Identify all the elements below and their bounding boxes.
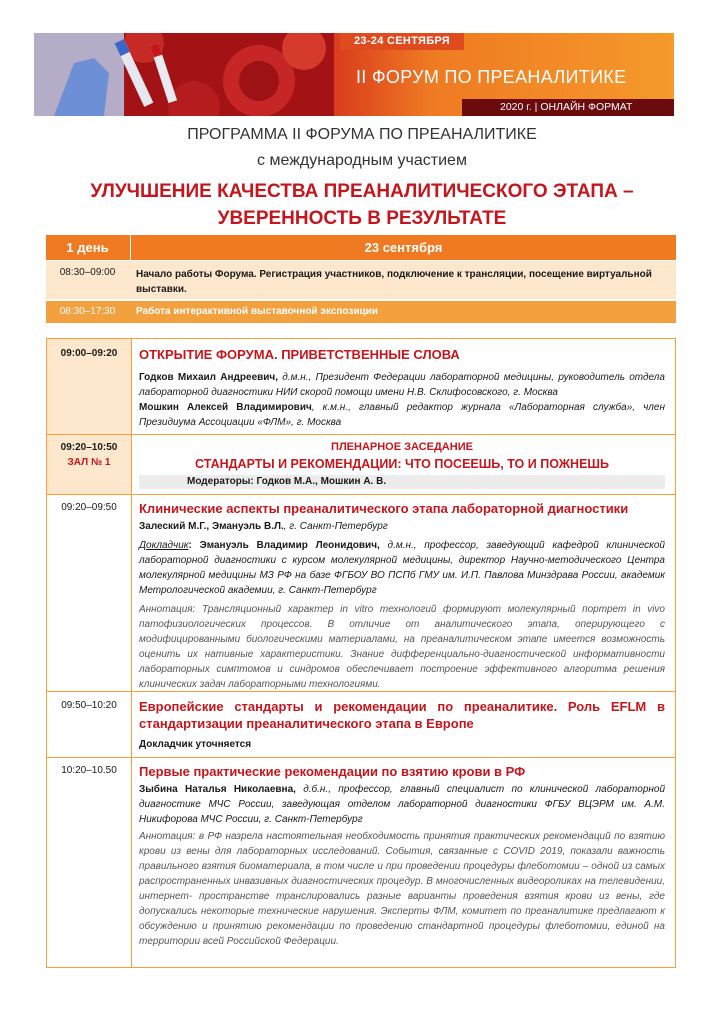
session-title: ОТКРЫТИЕ ФОРУМА. ПРИВЕТСТВЕННЫЕ СЛОВА xyxy=(139,347,460,362)
row-separator xyxy=(47,691,675,692)
talk-speaker xyxy=(139,782,665,827)
day-header xyxy=(46,235,676,260)
speaker-name: Зыбина Наталья Николаевна, xyxy=(139,784,296,795)
speaker-description: д.м.н., Президент Федерации лабораторной медицины, руководитель отдела лабораторной диагностики НИИ скорой помощи имени Н.В. Склифосовского, г. Москва xyxy=(139,372,665,398)
forum-year: 2020 г. | xyxy=(500,101,538,113)
program-title: ПРОГРАММА II ФОРУМА ПО ПРЕАНАЛИТИКЕ xyxy=(187,126,537,143)
time-cell: 08:30–17:30 xyxy=(59,306,116,317)
row-separator xyxy=(47,494,675,495)
plenary-theme: СТАНДАРТЫ И РЕКОМЕНДАЦИИ: ЧТО ПОСЕЕШЬ, ТО И ПОЖНЕШЬ xyxy=(195,457,609,471)
forum-dates: 23-24 СЕНТЯБРЯ xyxy=(340,33,464,50)
talk-title: Клинические аспекты преаналитического этапа лабораторной диагностики xyxy=(139,501,629,516)
speaker-name: Мошкин Алексей Владимирович xyxy=(139,402,312,413)
forum-format-label: ОНЛАЙН ФОРМАТ xyxy=(540,101,633,113)
program-subtitle: с международным участием xyxy=(257,152,467,169)
moderators: Модераторы: Годков М.А., Мошкин А. В. xyxy=(139,475,665,489)
program-theme-line2: УВЕРЕННОСТЬ В РЕЗУЛЬТАТЕ xyxy=(217,208,507,229)
time-cell: 09:20–09:50 xyxy=(61,502,117,513)
day-label: 1 день xyxy=(66,240,109,255)
time-cell: 09:50–10:20 xyxy=(61,700,117,711)
speaker-description: д.м.н., профессор, заведующий кафедрой клинической лабораторной диагностики с курсом молекулярной медицины, директор Научно-методического Центра молекулярной медицины МЗ РФ на базе ФГБОУ ВО ПСПб ГМУ им. И.П. Павлова Минздрава России, академик Метрологической академии, г. Санкт-Петербург xyxy=(139,540,665,596)
speaker-name: Годков Михаил Андреевич, xyxy=(139,372,279,383)
talk-speaker xyxy=(139,538,665,598)
time-cell: 08:30–09:00 xyxy=(59,267,116,278)
time-cell: 09:20–10:50 xyxy=(60,442,118,453)
talk-speaker: Докладчик уточняется xyxy=(139,739,252,750)
opening-speakers xyxy=(139,370,665,430)
authors: Залеский М.Г., Эмануэль В.Л. xyxy=(139,521,284,532)
hall-label: ЗАЛ № 1 xyxy=(67,457,111,468)
event-description: Начало работы Форума. Регистрация участников, подключение к трансляции, посещение виртуальной выставки. xyxy=(136,269,652,295)
event-description: Работа интерактивной выставочной экспозиции xyxy=(136,306,378,317)
speaker-label: Докладчик xyxy=(139,540,189,551)
row-separator xyxy=(47,757,675,758)
lab-photo-illustration xyxy=(34,33,334,116)
time-cell: 09:00–09:20 xyxy=(60,348,118,359)
day-date: 23 сентября xyxy=(130,235,676,260)
forum-format xyxy=(462,99,674,116)
program-theme xyxy=(0,178,724,232)
program-table xyxy=(46,338,676,968)
forum-name: II ФОРУМ ПО ПРЕАНАЛИТИКЕ xyxy=(356,67,627,87)
forum-banner xyxy=(34,33,674,116)
talk-title: Первые практические рекомендации по взятию крови в РФ xyxy=(139,764,526,779)
talk-annotation: Аннотация: Трансляционный характер in vitro технологий формируют молекулярный портрет in vivo патофизиологических процессов. В отличие от аналитического этапа, оперирующего с модифицированными биологическими материалами, на преаналитическом этапе имеется возможность оценить их нативные характеристики. Знание дифференциально-диагностической информативности лабораторных симптомов и синдромов обеспечивает построение эффективного алгоритма решения клинических задач лабораторными технологиями. xyxy=(139,604,665,690)
speaker-name: : Эмануэль Владимир Леонидович, xyxy=(188,540,380,551)
schedule-row xyxy=(46,261,676,299)
speaker-description: д.б.н., профессор, главный специалист по клинической лабораторной диагностике МЧС России, заведующая отделом лабораторной диагностики ФГБУ ВЦЭРМ им. А.М. Никифорова МЧС России, г. Санкт-Петербург xyxy=(139,784,666,825)
talk-title: Европейские стандарты и рекомендации по преаналитике. Роль EFLM в стандартизации преаналитического этапа в Европе xyxy=(139,699,665,731)
program-theme-line1: УЛУЧШЕНИЕ КАЧЕСТВА ПРЕАНАЛИТИЧЕСКОГО ЭТАПА – xyxy=(90,181,634,202)
schedule-row xyxy=(46,301,676,323)
authors-city: , г. Санкт-Петербург xyxy=(283,521,388,532)
talk-authors xyxy=(139,519,665,534)
plenary-title: ПЛЕНАРНОЕ ЗАСЕДАНИЕ xyxy=(331,441,473,453)
speaker-description: , к.м.н., главный редактор журнала «Лабораторная служба», член Президиума Ассоциации «ФЛМ», г. Москва xyxy=(139,402,665,428)
talk-annotation: Аннотация: в РФ назрела настоятельная необходимость принятия практических рекомендаций по взятию крови из вены для лабораторных исследований. События, связанные с COVID 2019, показали важность правильного взятия биоматериала, в том числе и при проведении процедуры флеботомии – одной из самых распространенных инвазивных диагностических процедур. В многочисленных видеороликах на телевидении, интернет- пространстве транслировались разные варианты проведения взятия крови из вены, где допускались некоторые технические нарушения. Эксперты ФЛМ, комитет по преаналитике предлагают к обсуждению и принятию рекомендации по проведению стандартной процедуры флеботомии, единой на территории всей Российской Федерации. xyxy=(139,831,665,947)
row-separator xyxy=(47,434,675,435)
time-cell: 10:20–10.50 xyxy=(61,765,117,776)
